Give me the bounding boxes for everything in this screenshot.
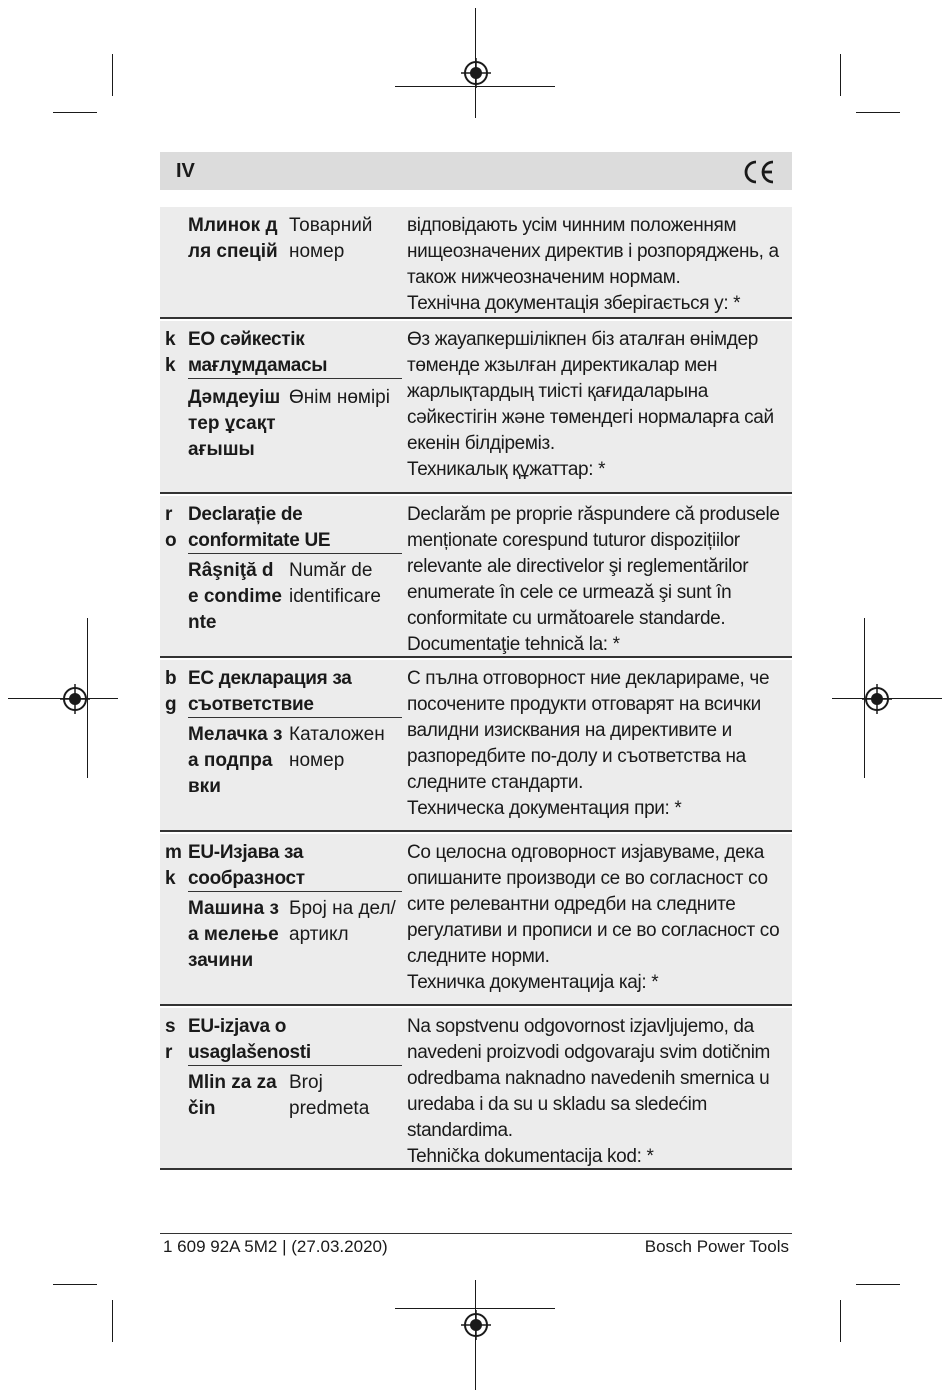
registration-mark-icon	[862, 684, 892, 714]
declaration-row-ro	[160, 496, 792, 658]
declaration-body: С пълна отговорност ние декларираме, че посочените продукти отговарят на всички валидни изисквания на директивите и разпоредбите по-долу и съответства на следните стандарти.	[407, 668, 770, 793]
product-name: Машина за мелење зачини	[188, 898, 279, 971]
declaration-body: Со целосна одговорност изјавуваме, дека опишаните производи се во согласност со сите релевантни одредби на следните регулативи и прописи и се во согласност со следните норми.	[407, 842, 780, 967]
row-divider	[160, 492, 792, 494]
title-divider	[188, 891, 402, 892]
ce-mark-icon	[742, 159, 776, 185]
row-divider	[160, 830, 792, 832]
declaration-row-kk	[160, 321, 792, 494]
identification-label: Өнім нөмірі	[289, 387, 390, 408]
footer-divider	[160, 1233, 792, 1234]
identification-label: Товарний номер	[289, 215, 373, 262]
declaration-text	[407, 327, 789, 483]
title-divider	[188, 717, 402, 718]
declaration-title: ЕU-Изјава за сообразност	[188, 842, 305, 889]
identification-label: Каталожен номер	[289, 724, 385, 771]
declaration-text	[407, 1014, 789, 1170]
declaration-text	[407, 666, 789, 822]
declaration-title: ЕО сәйкестік мағлұмдамасы	[188, 329, 328, 376]
declaration-body: Na sopstvenu odgovornost izjavljujemo, da navedeni proizvodi odgovaraju svim dotičnim odredbama naknadno navedenih smernica u uredaba i da su u skladu sa sledećim standardima.	[407, 1016, 771, 1141]
declaration-body: Declarăm pe proprie răspundere că produsele menționate corespund tuturor dispozițiilor relevante ale directivelor şi reglementărilor enumerate în cele ce urmează şi sunt în conformitate cu următoarele standarde.	[407, 504, 780, 629]
registration-mark-icon	[461, 58, 491, 88]
row-divider	[160, 1168, 792, 1170]
declaration-title: EU-izjava o usaglašenosti	[188, 1016, 311, 1063]
row-divider	[160, 317, 792, 319]
documentation-note: Техникалық құжаттар: *	[407, 459, 606, 480]
registration-mark-icon	[461, 1310, 491, 1340]
product-name: Мелачка за подправки	[188, 724, 283, 797]
row-divider	[160, 1004, 792, 1006]
declaration-title: Declarație de conformitate UE	[188, 504, 331, 551]
identification-label: Număr de identificare	[289, 560, 381, 607]
page-header	[160, 152, 792, 190]
documentation-note: Технічна документація зберігається у: *	[407, 293, 741, 314]
product-name: Млинок для спецій	[188, 215, 278, 262]
declaration-row-bg	[160, 660, 792, 832]
language-code: bg	[165, 668, 177, 715]
declaration-text	[407, 502, 789, 658]
identification-label: Broj predmeta	[289, 1072, 370, 1119]
product-name: Дәмдеуіштер ұсақтағышы	[188, 387, 281, 460]
document-reference: 1 609 92A 5M2 | (27.03.2020)	[163, 1237, 388, 1256]
declaration-row-uk	[160, 207, 792, 319]
documentation-note: Documentaţie tehnică la: *	[407, 634, 620, 655]
language-code: kk	[165, 329, 176, 376]
brand-name: Bosch Power Tools	[644, 1237, 789, 1256]
declaration-text	[407, 213, 789, 317]
row-divider	[160, 656, 792, 658]
product-name: Râşniţă de condimente	[188, 560, 282, 633]
identification-label: Број на дел/ артикл	[289, 898, 396, 945]
declaration-row-mk	[160, 834, 792, 1006]
title-divider	[188, 1065, 402, 1066]
documentation-note: Техничка документација кај: *	[407, 972, 659, 993]
title-divider	[188, 378, 402, 379]
declaration-title: ЕС декларация за съответствие	[188, 668, 352, 715]
declaration-body: Өз жауапкершілікпен біз аталған өнімдер төменде жзылған директикалар мен жарлықтардың тиісті қағидаларына сәйкестігін және төмендегі нормаларға сай екенін білдіреміз.	[407, 329, 774, 454]
declaration-body: відповідають усім чинним положенням нищеозначених директив і розпоряджень, а також нижчеозначеним нормам.	[407, 215, 779, 288]
title-divider	[188, 553, 402, 554]
language-code: mk	[165, 842, 182, 889]
declaration-text	[407, 840, 789, 996]
declaration-row-sr	[160, 1008, 792, 1170]
page-label: IV	[176, 160, 195, 182]
documentation-note: Техническа документация при: *	[407, 798, 682, 819]
documentation-note: Tehnička dokumentacija kod: *	[407, 1146, 654, 1167]
language-code: sr	[165, 1016, 176, 1063]
registration-mark-icon	[60, 684, 90, 714]
language-code: ro	[165, 504, 177, 551]
product-name: Mlin za začin	[188, 1072, 277, 1119]
